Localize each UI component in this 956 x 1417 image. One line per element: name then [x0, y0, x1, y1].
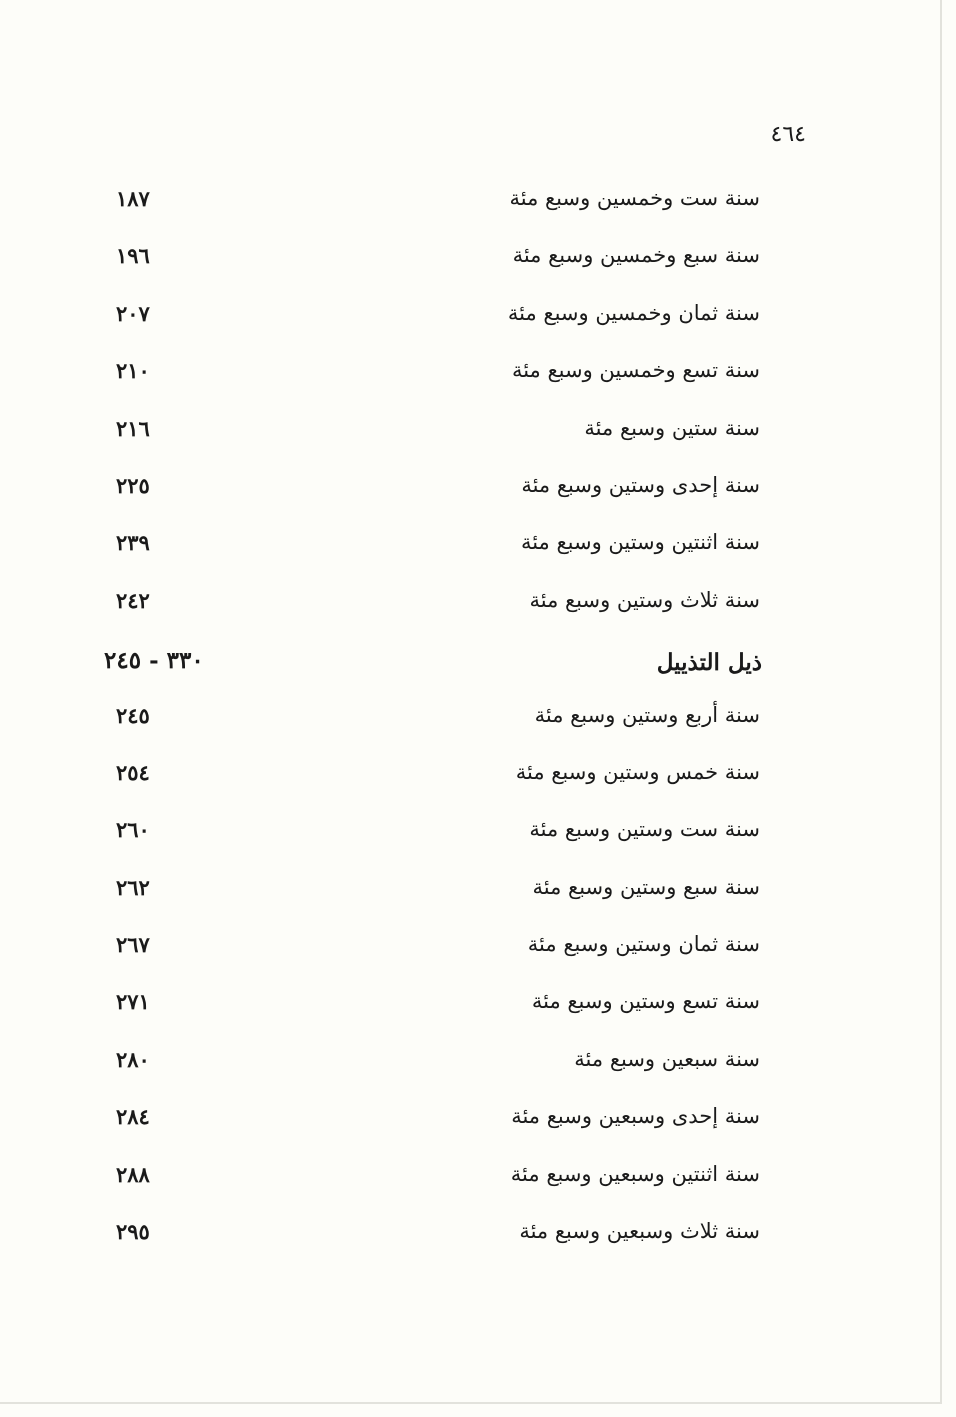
- entry-page-number: ٢٨٤: [116, 1104, 150, 1130]
- section-heading: ذيل التذييل: [656, 649, 762, 677]
- entry-page-number: ٢٣٩: [116, 530, 150, 556]
- entry-title: سنة تسع وستين وسبع مئة: [531, 989, 760, 1014]
- entry-title: سنة سبع وستين وسبع مئة: [532, 874, 760, 899]
- toc-row: [0, 295, 956, 352]
- toc-row: [0, 869, 956, 926]
- entry-title: سنة ثلاث وستين وسبع مئة: [529, 587, 760, 612]
- entry-title: سنة اثنتين وسبعين وسبع مئة: [510, 1161, 760, 1186]
- entry-title: سنة أربع وستين وسبع مئة: [534, 702, 760, 727]
- entry-title: سنة إحدى وسبعين وسبع مئة: [511, 1104, 760, 1129]
- toc-section-row: [0, 639, 956, 696]
- toc-row: [0, 410, 956, 467]
- page-number: ٤٦٤: [770, 122, 806, 147]
- toc-row: [0, 524, 956, 581]
- entry-title: سنة ست وخمسين وسبع مئة: [509, 186, 760, 210]
- entry-page-number: ٢٠٧: [116, 300, 150, 326]
- entry-title: سنة تسع وخمسين وسبع مئة: [511, 358, 760, 383]
- entry-title: سنة سبعين وسبع مئة: [574, 1046, 760, 1071]
- entry-page-number: ٢٤٢: [116, 587, 150, 613]
- entry-title: سنة ثلاث وسبعين وسبع مئة: [519, 1219, 760, 1244]
- entry-page-number: ٢٤٥: [116, 702, 150, 728]
- entry-title: سنة سبع وخمسين وسبع مئة: [512, 243, 760, 268]
- toc-row: [0, 180, 956, 237]
- toc-row: [0, 237, 956, 294]
- toc-row: [0, 352, 956, 409]
- entry-page-number: ٢٩٥: [116, 1219, 150, 1245]
- table-of-contents: [0, 180, 956, 1270]
- entry-title: سنة ثمان وستين وسبع مئة: [527, 932, 760, 957]
- entry-title: سنة ست وستين وسبع مئة: [529, 817, 760, 842]
- toc-row: [0, 1041, 956, 1098]
- entry-page-number: ٢٨٠: [116, 1046, 150, 1072]
- entry-title: سنة إحدى وستين وسبع مئة: [521, 472, 760, 497]
- entry-title: سنة ثمان وخمسين وسبع مئة: [507, 300, 760, 325]
- toc-row: [0, 1098, 956, 1155]
- toc-row: [0, 754, 956, 811]
- entry-title: سنة ستين وسبع مئة: [584, 415, 760, 440]
- section-page-range: ٣٣٠ - ٢٤٥: [104, 647, 204, 675]
- toc-row: [0, 926, 956, 983]
- toc-row: [0, 582, 956, 639]
- entry-page-number: ٢٦٧: [116, 932, 150, 958]
- entry-title: سنة اثنتين وستين وسبع مئة: [520, 530, 760, 555]
- toc-row: [0, 1213, 956, 1270]
- entry-page-number: ٢٧١: [116, 989, 150, 1015]
- entry-page-number: ٢٦٠: [116, 817, 150, 843]
- toc-row: [0, 983, 956, 1040]
- entry-page-number: ٢٨٨: [116, 1161, 150, 1187]
- entry-page-number: ٢٥٤: [116, 759, 150, 785]
- entry-page-number: ٢١٦: [116, 415, 150, 441]
- entry-page-number: ١٨٧: [116, 186, 150, 211]
- toc-row: [0, 811, 956, 868]
- entry-page-number: ٢٦٢: [116, 874, 150, 900]
- toc-row: [0, 467, 956, 524]
- entry-title: سنة خمس وستين وسبع مئة: [515, 759, 760, 784]
- entry-page-number: ١٩٦: [116, 243, 150, 269]
- toc-row: [0, 697, 956, 754]
- entry-page-number: ٢٢٥: [116, 472, 150, 498]
- toc-row: [0, 1156, 956, 1213]
- entry-page-number: ٢١٠: [116, 358, 150, 384]
